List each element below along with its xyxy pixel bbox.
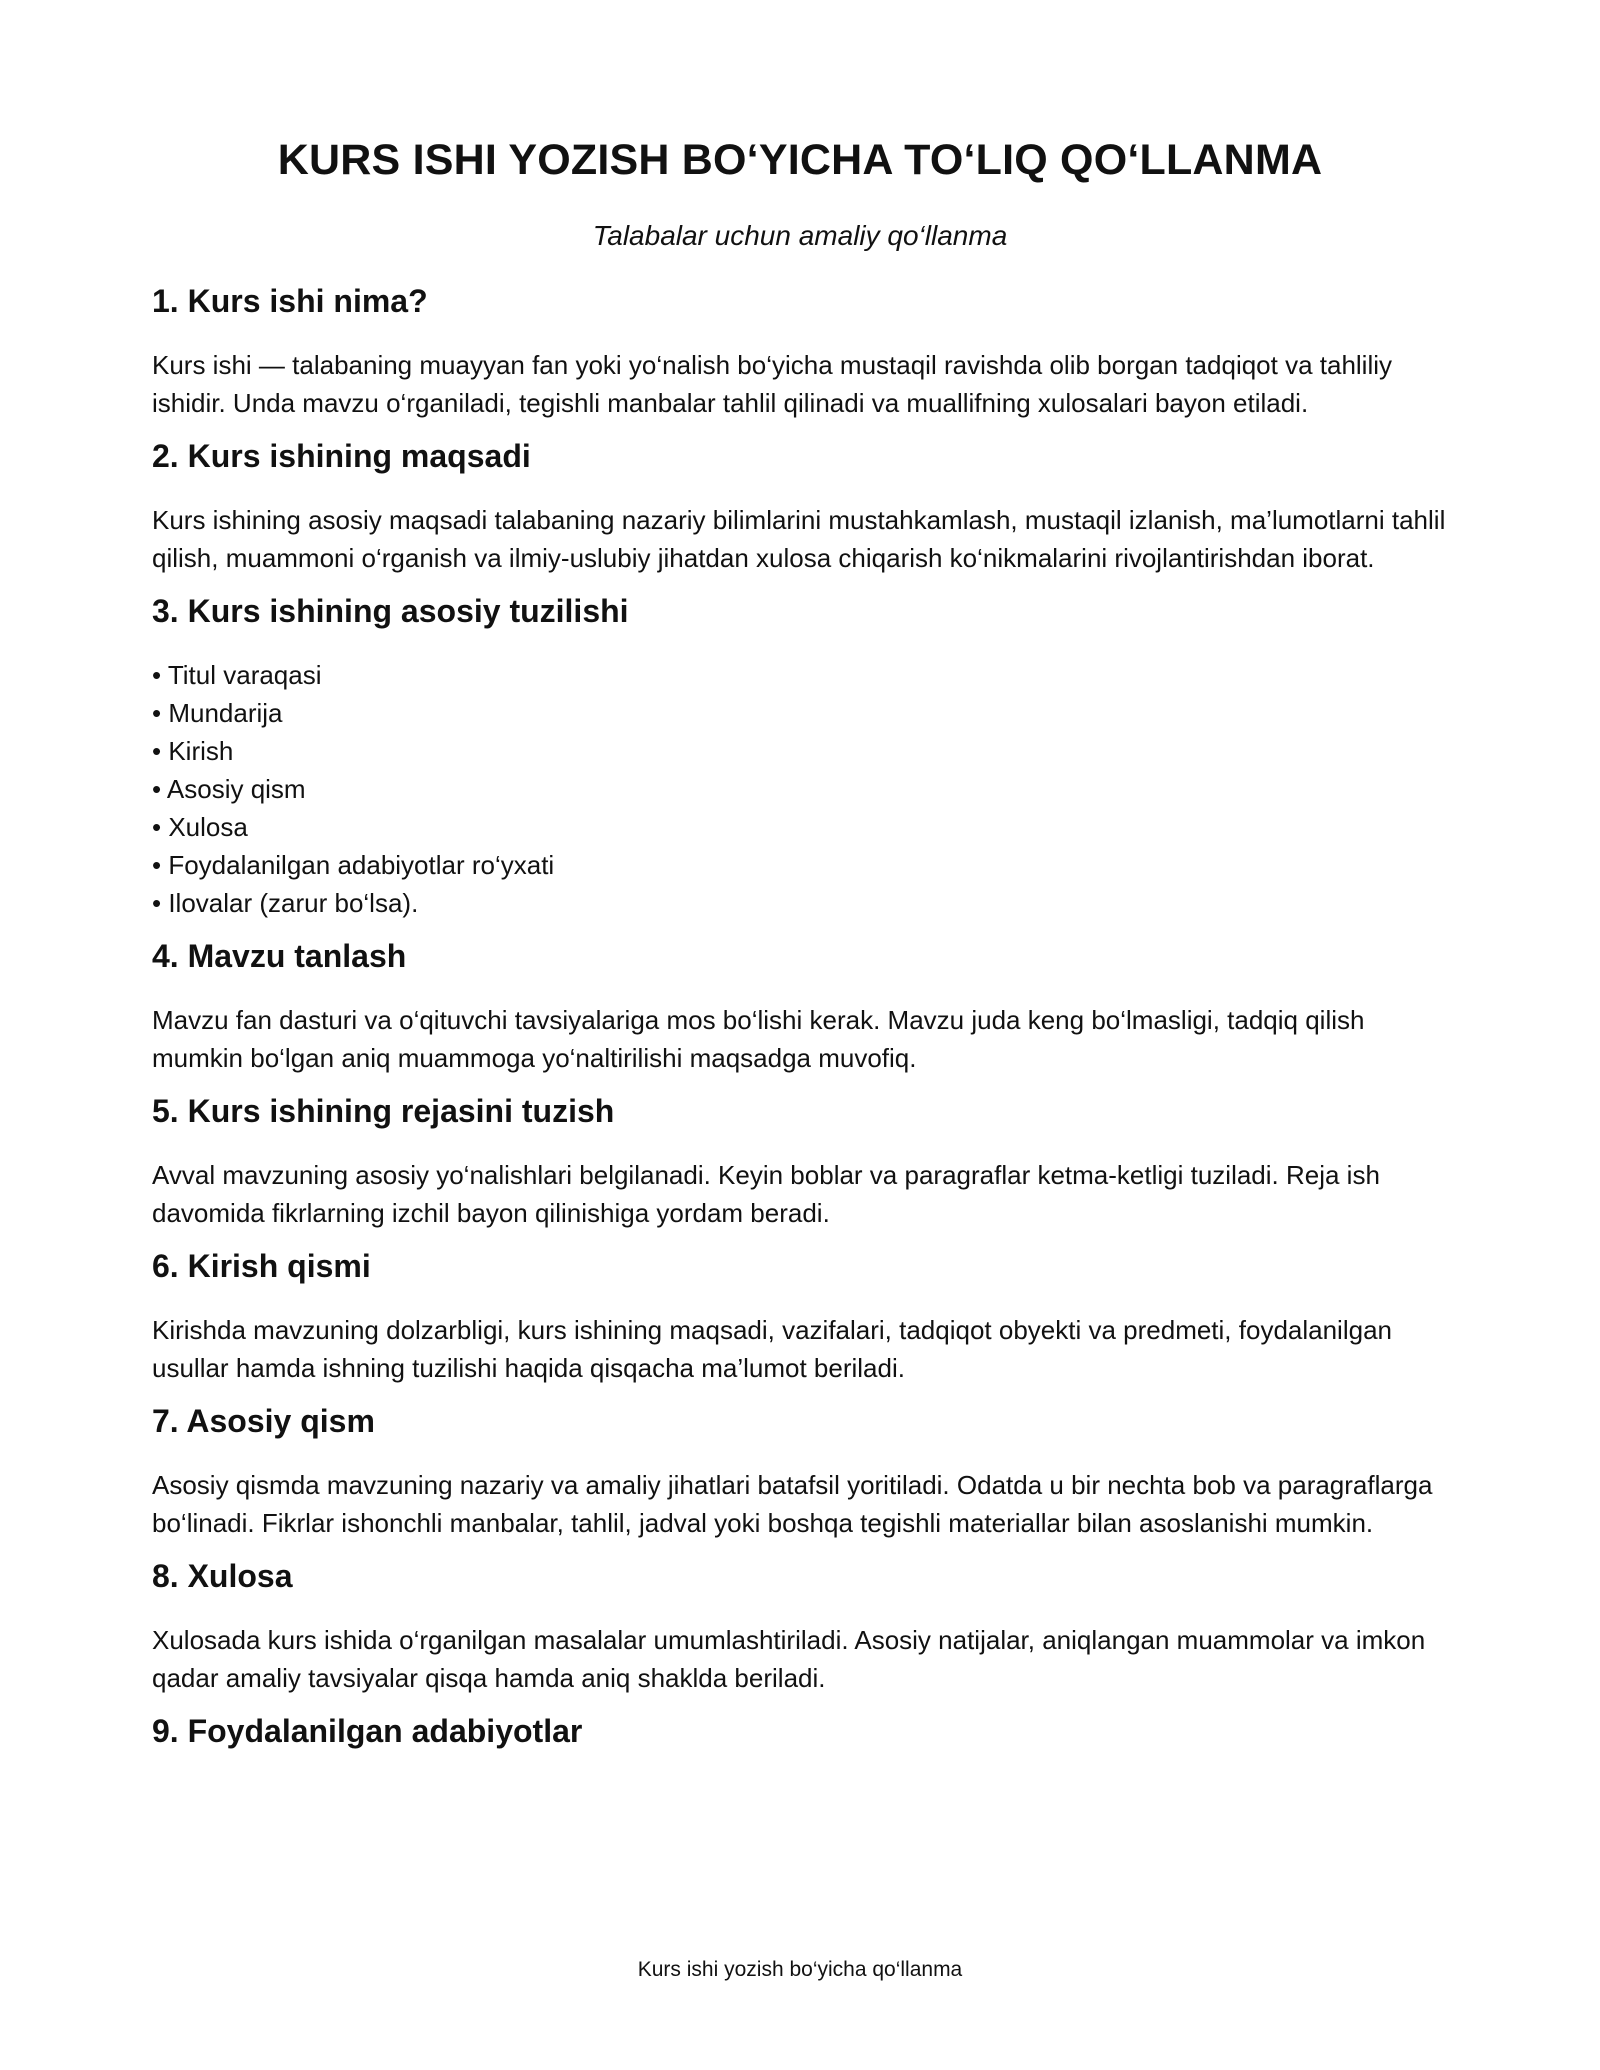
document-subtitle: Talabalar uchun amaliy qo‘llanma [592, 220, 1008, 251]
section-paragraph: Kurs ishining asosiy maqsadi talabaning nazariy bilimlarini mustahkamlash, mustaqil izlanish, ma’lumotlarni tahlil qilish, muammoni o‘rganish va ilmiy-uslubiy jihatdan xulosa chiqarish ko‘nikmalarini rivojlantirishdan iborat. [152, 505, 1446, 573]
list-item: • Ilovalar (zarur bo‘lsa). [152, 888, 419, 918]
structure-list [152, 656, 1452, 922]
section-paragraph: Kirishda mavzuning dolzarbligi, kurs ishining maqsadi, vazifalari, tadqiqot obyekti va predmeti, foydalanilgan usullar hamda ishning tuzilishi haqida qisqacha ma’lumot beriladi. [152, 1315, 1392, 1383]
section-paragraph: Avval mavzuning asosiy yo‘nalishlari belgilanadi. Keyin boblar va paragraflar ketma-ketligi tuziladi. Reja ish davomida fikrlarning izchil bayon qilinishiga yordam beradi. [152, 1160, 1380, 1228]
section-heading: 6. Kirish qismi [152, 1248, 371, 1284]
section-what-is [152, 279, 1452, 422]
section-paragraph: Xulosada kurs ishida o‘rganilgan masalalar umumlashtiriladi. Asosiy natijalar, aniqlangan muammolar va imkon qadar amaliy tavsiyalar qisqa hamda aniq shaklda beriladi. [152, 1625, 1426, 1693]
section-heading: 9. Foydalanilgan adabiyotlar [152, 1713, 583, 1749]
section-introduction [152, 1244, 1452, 1387]
list-item: • Foydalanilgan adabiyotlar ro‘yxati [152, 850, 555, 880]
section-paragraph: Asosiy qismda mavzuning nazariy va amaliy jihatlari batafsil yoritiladi. Odatda u bir nechta bob va paragraflarga bo‘linadi. Fikrlar ishonchli manbalar, tahlil, jadval yoki boshqa tegishli materiallar bilan asoslanishi mumkin. [152, 1470, 1433, 1538]
section-heading: 1. Kurs ishi nima? [152, 283, 428, 319]
section-paragraph: Kurs ishi — talabaning muayyan fan yoki yo‘nalish bo‘yicha mustaqil ravishda olib borgan tadqiqot va tahliliy ishidir. Unda mavzu o‘rganiladi, tegishli manbalar tahlil qilinadi va muallifning xulosalari bayon etiladi. [152, 350, 1393, 418]
list-item: • Asosiy qism [152, 774, 306, 804]
section-purpose [152, 434, 1452, 577]
section-topic-choice [152, 934, 1452, 1077]
list-item: • Titul varaqasi [152, 660, 322, 690]
document-content [152, 128, 1452, 1753]
section-heading: 7. Asosiy qism [152, 1403, 375, 1439]
document-title: KURS ISHI YOZISH BO‘YICHA TO‘LIQ QO‘LLANMA [277, 136, 1323, 184]
section-main-part [152, 1399, 1452, 1542]
list-item: • Xulosa [152, 812, 248, 842]
section-heading: 2. Kurs ishining maqsadi [152, 438, 531, 474]
section-heading: 5. Kurs ishining rejasini tuzish [152, 1093, 615, 1129]
section-references [152, 1709, 1452, 1753]
section-heading: 4. Mavzu tanlash [152, 938, 407, 974]
section-heading: 3. Kurs ishining asosiy tuzilishi [152, 593, 629, 629]
section-plan [152, 1089, 1452, 1232]
section-conclusion [152, 1554, 1452, 1697]
section-heading: 8. Xulosa [152, 1558, 293, 1594]
page-footer: Kurs ishi yozish bo‘yicha qo‘llanma [637, 1958, 963, 1981]
list-item: • Mundarija [152, 698, 283, 728]
list-item: • Kirish [152, 736, 234, 766]
section-paragraph: Mavzu fan dasturi va o‘qituvchi tavsiyalariga mos bo‘lishi kerak. Mavzu juda keng bo‘lmasligi, tadqiq qilish mumkin bo‘lgan aniq muammoga yo‘naltirilishi maqsadga muvofiq. [152, 1005, 1365, 1073]
section-structure [152, 589, 1452, 922]
